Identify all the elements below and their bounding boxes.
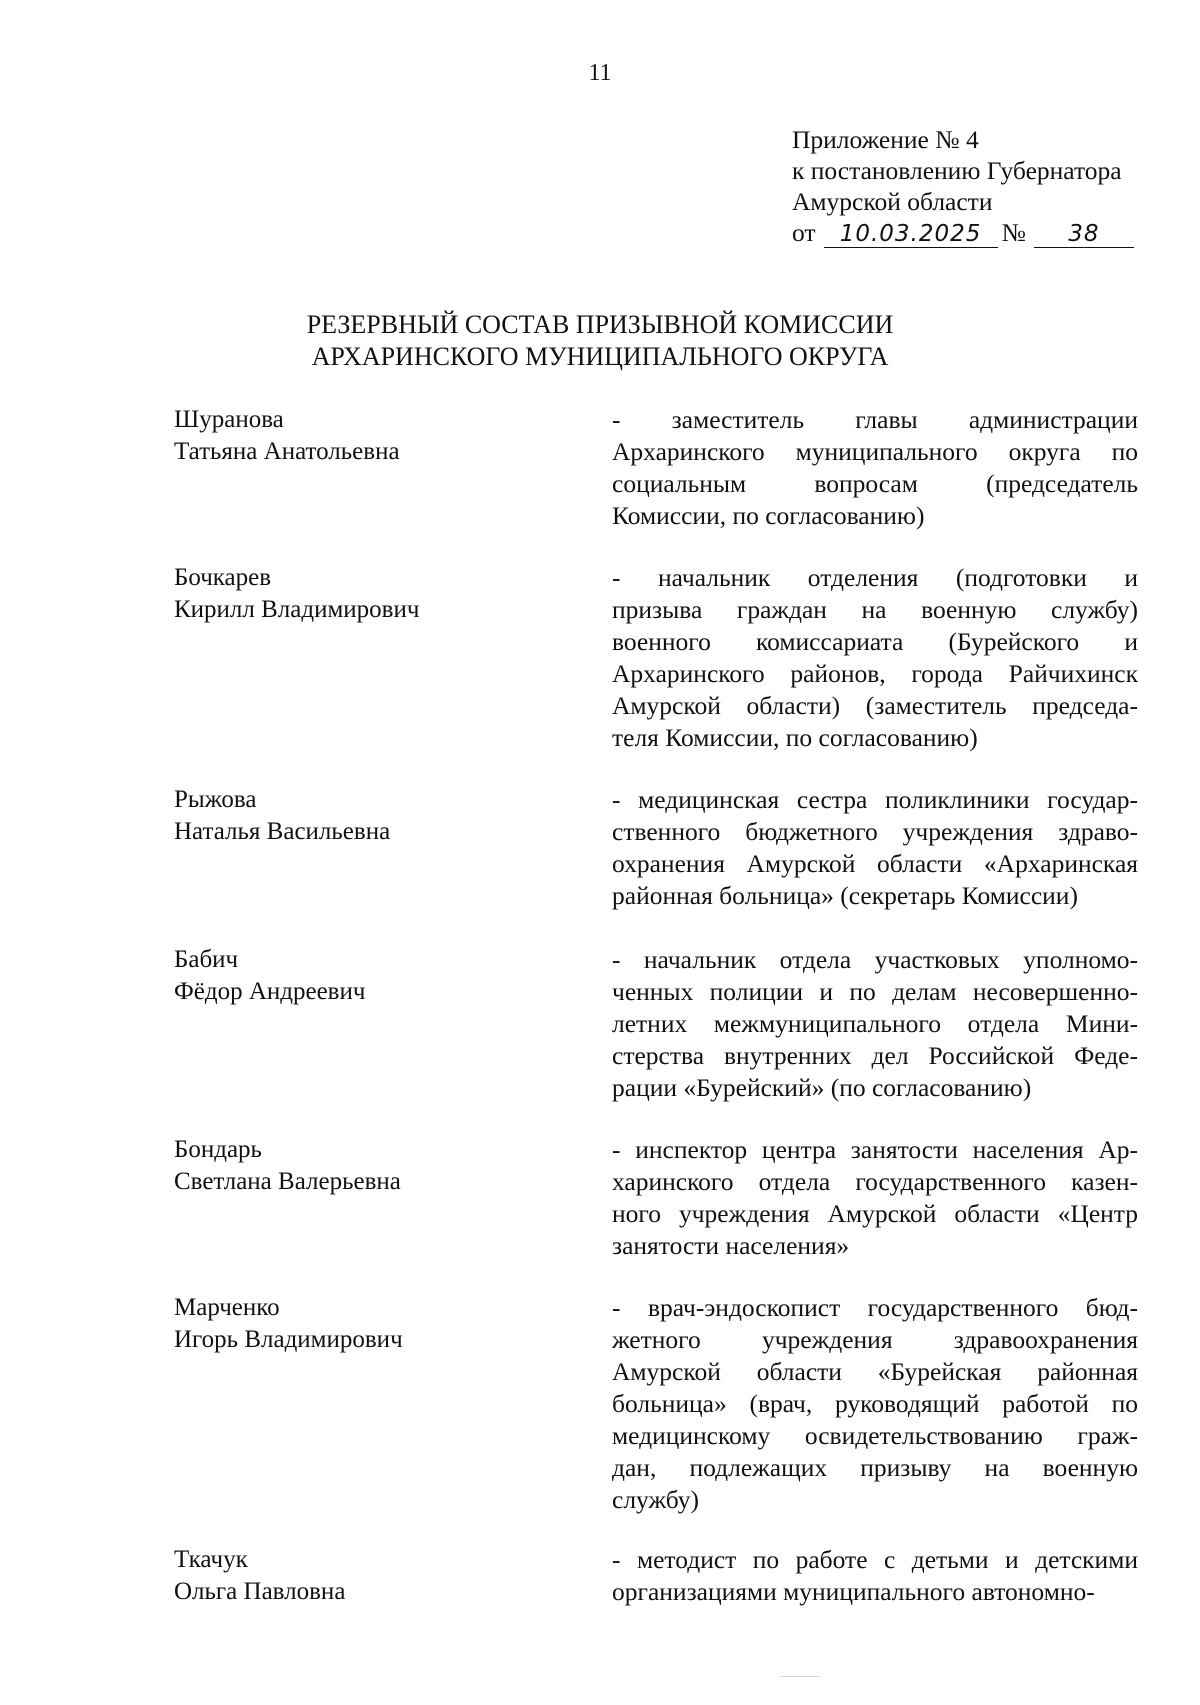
- role-line: больница» (врач, руководящий работой по: [612, 1389, 1138, 1418]
- appendix-line-1: Приложение № 4: [792, 125, 979, 154]
- member-name: [174, 944, 594, 1008]
- role-line: - начальник отделения (подготовки и: [612, 563, 1138, 592]
- member-role: [612, 784, 1138, 912]
- member-given-names: Игорь Владимирович: [174, 1326, 403, 1353]
- member-surname: Шуранова: [174, 406, 284, 433]
- role-line: жетного учреждения здравоохранения: [612, 1325, 1138, 1354]
- role-line: Комиссии, по согласованию): [612, 501, 925, 530]
- member-name: [174, 1134, 594, 1198]
- role-line: ственного бюджетного учреждения здраво-: [612, 817, 1138, 846]
- appendix-line-2: к постановлению Губернатора: [792, 156, 1122, 185]
- member-surname: Марченко: [174, 1294, 280, 1321]
- role-line: Амурской области) (заместитель председа-: [612, 691, 1138, 720]
- appendix-line-3: Амурской области: [792, 187, 993, 216]
- handwritten-date: 10.03.2025: [824, 221, 998, 248]
- member-role: [612, 562, 1138, 754]
- role-line: - медицинская сестра поликлиники государ-: [612, 785, 1138, 814]
- role-line: службу): [612, 1485, 699, 1514]
- role-line: ченных полиции и по делам несовершенно-: [612, 977, 1138, 1006]
- member-given-names: Наталья Васильевна: [174, 818, 391, 845]
- role-line: - заместитель главы администрации: [612, 405, 1138, 434]
- title-line-1: РЕЗЕРВНЫЙ СОСТАВ ПРИЗЫВНОЙ КОМИССИИ: [306, 310, 894, 339]
- appendix-header: [792, 124, 1182, 248]
- member-role: [612, 1544, 1138, 1608]
- role-line: - начальник отдела участковых уполномо-: [612, 945, 1138, 974]
- role-line: летних межмуниципального отдела Мини-: [612, 1009, 1138, 1038]
- member-given-names: Фёдор Андреевич: [174, 978, 366, 1005]
- role-line: рации «Бурейский» (по согласованию): [612, 1073, 1032, 1102]
- member-name: [174, 562, 594, 626]
- role-line: медицинскому освидетельствованию граж-: [612, 1421, 1138, 1450]
- role-line: Архаринского муниципального округа по: [612, 437, 1138, 466]
- role-line: военного комиссариата (Бурейского и: [612, 627, 1138, 656]
- member-given-names: Татьяна Анатольевна: [174, 438, 400, 465]
- role-line: социальным вопросам (председатель: [612, 469, 1138, 498]
- member-name: [174, 1544, 594, 1608]
- role-line: призыва граждан на военную службу): [612, 595, 1138, 624]
- role-line: теля Комиссии, по согласованию): [612, 723, 978, 752]
- member-role: [612, 944, 1138, 1104]
- role-line: харинского отдела государственного казен-: [612, 1167, 1138, 1196]
- title-line-2: АРХАРИНСКОГО МУНИЦИПАЛЬНОГО ОКРУГА: [311, 342, 889, 371]
- document-title: [0, 309, 1200, 373]
- role-line: - методист по работе с детьми и детскими: [612, 1545, 1138, 1574]
- member-surname: Бочкарев: [174, 564, 272, 591]
- page-number: 11: [588, 60, 612, 86]
- member-surname: Рыжова: [174, 786, 257, 813]
- member-surname: Бондарь: [174, 1136, 262, 1163]
- member-surname: Бабич: [174, 946, 239, 973]
- member-surname: Ткачук: [174, 1546, 248, 1573]
- date-prefix: от: [792, 218, 816, 247]
- role-line: стерства внутренних дел Российской Феде-: [612, 1041, 1138, 1070]
- role-line: Архаринского районов, города Райчихинск: [612, 659, 1138, 688]
- role-line: Амурской области «Бурейская районная: [612, 1357, 1138, 1386]
- role-line: - инспектор центра занятости населения Ар-: [612, 1135, 1138, 1164]
- member-given-names: Ольга Павловна: [174, 1578, 346, 1605]
- role-line: районная больница» (секретарь Комиссии): [612, 881, 1078, 910]
- number-label: №: [1001, 218, 1026, 247]
- member-role: [612, 1292, 1138, 1516]
- role-line: занятости населения»: [612, 1231, 850, 1260]
- member-name: [174, 1292, 594, 1356]
- role-line: организациями муниципального автономно-: [612, 1577, 1095, 1606]
- role-line: дан, подлежащих призыву на военную: [612, 1453, 1138, 1482]
- scan-artifact: [780, 1676, 820, 1677]
- member-role: [612, 404, 1138, 532]
- appendix-date-line: [792, 217, 1182, 248]
- member-name: [174, 784, 594, 848]
- member-given-names: Светлана Валерьевна: [174, 1168, 401, 1195]
- member-name: [174, 404, 594, 468]
- role-line: ного учреждения Амурской области «Центр: [612, 1199, 1138, 1228]
- role-line: - врач-эндоскопист государственного бюд-: [612, 1293, 1138, 1322]
- member-role: [612, 1134, 1138, 1262]
- member-given-names: Кирилл Владимирович: [174, 596, 420, 623]
- role-line: охранения Амурской области «Архаринская: [612, 849, 1138, 878]
- handwritten-number: 38: [1034, 221, 1134, 248]
